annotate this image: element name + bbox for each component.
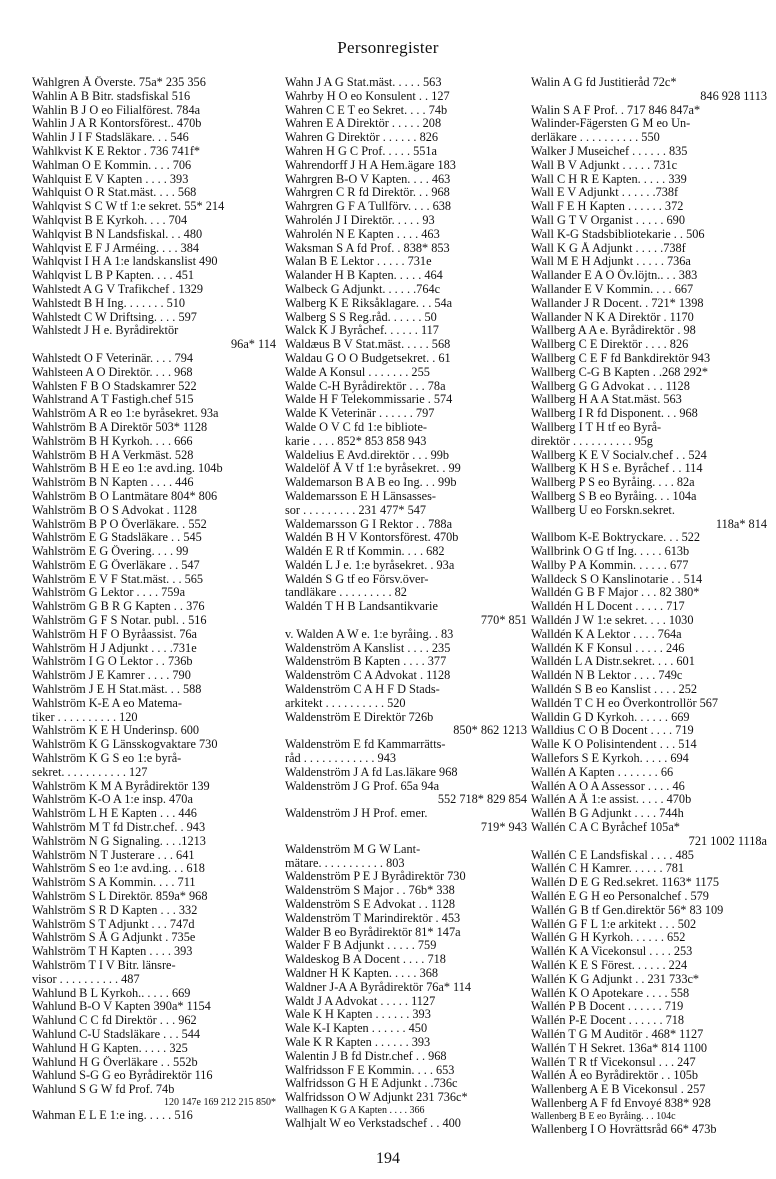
register-entry: Wahlström A R eo 1:e byråsekret. 93a — [32, 407, 219, 421]
register-entry: Walck K J Byråchef. . . . . . 117 — [285, 324, 439, 338]
register-entry: arkitekt . . . . . . . . . . 520 — [285, 696, 406, 710]
register-entry: Wallén A Å 1:e assist. . . . . 470b — [531, 793, 692, 807]
register-entry: Wallén E G H eo Personalchef . 579 — [531, 890, 709, 904]
register-entry: Wallén Å eo Byrådirektör . . 105b — [531, 1069, 699, 1083]
register-entry: Walldén J W 1:e sekret. . . . 1030 — [531, 614, 694, 628]
register-entry: råd . . . . . . . . . . . . 943 — [285, 752, 397, 766]
register-entry: Waksman S A fd Prof. . 838* 853 — [285, 241, 450, 255]
register-entry: Wahlström K E H Underinsp. 600 — [32, 724, 200, 738]
register-entry: Waldenström A Kanslist . . . . 235 — [285, 641, 451, 655]
register-entry: Wahlin J I F Stadsläkare. . . 546 — [32, 131, 189, 145]
register-entry: Wallén T G M Auditör . 468* 1127 — [531, 1027, 704, 1041]
register-entry: Wallén K G Adjunkt . . 231 733c* — [531, 972, 700, 986]
register-entry: Wallén K O Apotekare . . . . 558 — [531, 986, 690, 1000]
register-entry: Wallbom K-E Boktryckare. . . 522 — [531, 531, 701, 545]
register-entry: Wallberg C-G B Kapten . .268 292* — [531, 365, 709, 379]
register-entry: Waldén L J e. 1:e byråsekret. . 93a — [285, 558, 455, 572]
register-entry: Wahlqvist B E Kyrkoh. . . . 704 — [32, 213, 188, 227]
register-entry: Wahlström N T Justerare . . . 641 — [32, 848, 195, 862]
register-entry-continuation: 846 928 1113 — [700, 89, 767, 103]
register-entry: Waldner H K Kapten. . . . . 368 — [285, 967, 439, 980]
register-entry: Wallenberg B E eo Byråing. . . 104c — [531, 1110, 676, 1122]
register-entry: Wahlström H F O Byråassist. 76a — [32, 627, 198, 641]
register-entry: Walin S A F Prof. . 717 846 847a* — [531, 103, 701, 117]
register-entry: Wall M E H Adjunkt . . . . . 736a — [531, 255, 691, 269]
register-entry-continuation: 118a* 814 — [715, 517, 767, 531]
register-entry: Walle K O Polisintendent . . . 514 — [531, 738, 697, 752]
register-entry: Wahlin B J O eo Filialförest. 784a — [32, 103, 201, 117]
register-entry: Waldenström P E J Byrådirektör 730 — [285, 870, 466, 884]
register-entry: Wahlström E G Övering. . . . 99 — [32, 545, 189, 559]
register-entry: Wall K G Å Adjunkt . . . . .738f — [531, 241, 686, 255]
register-entry-continuation: 552 718* 829 854 — [437, 793, 527, 807]
register-entry: Waldén S G tf eo Försv.över- — [285, 572, 429, 586]
register-entry-continuation: 719* 943 — [480, 821, 527, 835]
register-entry: Walldén K A Lektor . . . . 764a — [531, 627, 682, 641]
register-entry: Wahlström L H E Kapten . . . 446 — [32, 807, 197, 821]
register-entry: Wallén P-E Docent . . . . . . 718 — [531, 1014, 685, 1028]
register-entry: Wallhagen K G A Kapten . . . . 366 — [285, 1104, 425, 1116]
register-entry: sekret. . . . . . . . . . . 127 — [32, 765, 148, 779]
register-entry: Wallén P B Docent . . . . . . 719 — [531, 1000, 684, 1014]
register-entry: Wallenberg I O Hovrättsråd 66* 473b — [531, 1122, 717, 1136]
register-entry: Waldenström J H Prof. emer. — [285, 807, 428, 821]
register-entry-continuation: 120 147e 169 212 215 850* — [164, 1096, 276, 1108]
register-entry: Wahlman O E Kommin. . . . 706 — [32, 158, 192, 172]
register-entry: Wahrolén J I Direktör. . . . . 93 — [285, 213, 435, 227]
register-entry: Wallenberg A F fd Envoyé 838* 928 — [531, 1096, 711, 1110]
register-entry: Waldenström J A fd Las.läkare 968 — [285, 765, 458, 779]
register-entry: Wallén G F L 1:e arkitekt . . . 502 — [531, 917, 697, 931]
register-entry: Walbeck G Adjunkt. . . . . .764c — [285, 282, 441, 296]
register-entry: Walker J Museichef . . . . . . 835 — [531, 144, 688, 158]
register-entry: Walberg K E Riksåklagare. . . 54a — [285, 296, 453, 310]
register-entry: Wahlström K-E A eo Matema- — [32, 696, 182, 710]
register-entry: Wallberg U eo Forskn.sekret. — [531, 503, 675, 517]
register-entry: Walldén S B eo Kanslist . . . . 252 — [531, 683, 698, 697]
register-entry: Waldelius E Avd.direktör . . . 99b — [285, 448, 450, 462]
register-entry: Wahlström B A Direktör 503* 1128 — [32, 420, 208, 434]
register-entry: Walde A Konsul . . . . . . . 255 — [285, 365, 430, 379]
register-entry: Wahrendorff J H A Hem.ägare 183 — [285, 158, 456, 172]
register-entry: Wallbrink O G tf Ing. . . . . 613b — [531, 545, 690, 559]
register-entry: Wall F E H Kapten . . . . . . 372 — [531, 200, 684, 214]
register-entry: Waldenström T Marindirektör . 453 — [285, 911, 461, 925]
register-entry: Wahlström B H A Verkmäst. 528 — [32, 448, 194, 462]
register-entry: Wahlsten F B O Stadskamrer 522 — [32, 379, 197, 393]
register-entry: Wallberg G G Advokat . . . 1128 — [531, 379, 690, 393]
register-entry: Walhjalt W eo Verkstadschef . . 400 — [285, 1116, 461, 1130]
register-entry: Wahlund B L Kyrkoh.. . . . . 669 — [32, 986, 191, 1000]
register-entry: Wahlund S-G G eo Byrådirektör 116 — [32, 1069, 213, 1083]
entry-gap — [285, 835, 527, 843]
register-entry: Wallén K A Vicekonsul . . . . 253 — [531, 945, 693, 959]
register-entry: Waldner J-A A Byrådirektör 76a* 114 — [285, 980, 472, 994]
register-entry: Wall K-G Stadsbibliotekarie . . 506 — [531, 227, 705, 241]
register-entry: Wahlström T H Kapten . . . . 393 — [32, 945, 193, 959]
register-entry: Wahlund C-U Stadsläkare . . . 544 — [32, 1027, 201, 1041]
register-entry: Wahlström B O S Advokat . 1128 — [32, 503, 197, 517]
register-entry: Wahlström E V F Stat.mäst. . . 565 — [32, 572, 204, 586]
register-entry: Wallén G B tf Gen.direktör 56* 83 109 — [531, 903, 724, 917]
register-entry: Wahren H G C Prof. . . . . 551a — [285, 144, 438, 158]
register-entry: Walldén H L Docent . . . . . 717 — [531, 600, 685, 614]
register-entry: Waldenström M G W Lant- — [285, 842, 421, 856]
register-entry: Wahlkvist K E Rektor . 736 741f* — [32, 144, 201, 158]
register-entry-continuation: 96a* 114 — [231, 338, 276, 352]
register-entry: Wahlstedt C W Driftsing. . . . 597 — [32, 310, 197, 324]
register-entry: Wahrgren G F A Tullförv. . . . 638 — [285, 200, 452, 214]
register-entry: Wahlström G F S Notar. publ. . 516 — [32, 614, 207, 628]
register-entry: v. Walden A W e. 1:e byråing. . 83 — [285, 627, 454, 641]
register-entry: Wahlin J A R Kontorsförest.. 470b — [32, 117, 202, 131]
register-entry: Wallberg K E V Socialv.chef . . 524 — [531, 448, 707, 462]
register-entry: Wallberg K H S e. Byråchef . . 114 — [531, 462, 703, 476]
register-entry: Waldemarson B A B eo Ing. . . 99b — [285, 476, 457, 490]
register-entry: Waldén E R tf Kommin. . . . 682 — [285, 545, 445, 559]
register-entry: Wallefors S E Kyrkoh. . . . . 694 — [531, 752, 689, 766]
register-entry: Walde C-H Byrådirektör . . . 78a — [285, 379, 446, 393]
register-entry: Wahren C E T eo Sekret. . . . 74b — [285, 103, 448, 117]
register-entry: Walander H B Kapten. . . . . 464 — [285, 269, 443, 283]
register-entry: Wahlgren Å Överste. 75a* 235 356 — [32, 76, 206, 89]
register-entry: Wahlstedt A G V Trafikchef . 1329 — [32, 282, 204, 296]
register-entry: Waldenström J G Prof. 65a 94a — [285, 779, 440, 793]
register-entry: Walberg S S Reg.råd. . . . . . 50 — [285, 310, 437, 324]
page-number: 194 — [376, 1150, 400, 1167]
register-entry: Wahlund H G Överläkare . . 552b — [32, 1055, 198, 1069]
register-entry: Wahlström G Lektor . . . . 759a — [32, 586, 186, 600]
register-entry: Wahlström K-O A 1:e insp. 470a — [32, 793, 193, 807]
register-entry-continuation: 850* 862 1213 — [453, 724, 527, 738]
register-entry: Wahlund S G W fd Prof. 74b — [32, 1083, 175, 1097]
register-entry: Walldén N B Lektor . . . . 749c — [531, 669, 683, 683]
register-entry: Wahman E L E 1:e ing. . . . . 516 — [32, 1108, 193, 1122]
register-entry: Wahlin A B Bitr. stadsfiskal 516 — [32, 89, 191, 103]
register-entry: Waldenström E fd Kammarrätts- — [285, 738, 446, 752]
register-entry: Wahrolén N E Kapten . . . . 463 — [285, 227, 440, 241]
register-entry: Waldæus B V Stat.mäst. . . . . 568 — [285, 338, 451, 352]
register-entry: Wahlström N G Signaling. . . .1213 — [32, 834, 206, 848]
register-entry: tiker . . . . . . . . . . 120 — [32, 710, 138, 724]
register-entry: Waldenström C A H F D Stads- — [285, 683, 440, 697]
register-entry: Wahren E A Direktör . . . . . 208 — [285, 117, 442, 131]
register-entry: Waldeskog B A Docent . . . . 718 — [285, 953, 446, 967]
register-column-2 — [285, 76, 527, 1131]
register-entry: Waldenström C A Advokat . 1128 — [285, 669, 451, 683]
register-entry: Walder F B Adjunkt . . . . . 759 — [285, 939, 437, 953]
register-entry: Wahlström S T Adjunkt . . . 747d — [32, 917, 195, 931]
register-entry: Walldén T C H eo Överkontrollör 567 — [531, 696, 719, 710]
register-entry: Wahlström E G Överläkare . . 547 — [32, 558, 200, 572]
register-entry: Waldenström E Direktör 726b — [285, 710, 434, 724]
register-entry: Walfridsson O W Adjunkt 231 736c* — [285, 1091, 468, 1105]
register-entry: Wallén A O A Assessor . . . . 46 — [531, 779, 685, 793]
register-entry: Wallén C A C Byråchef 105a* — [531, 821, 680, 835]
register-entry: Waldenström B Kapten . . . . 377 — [285, 655, 447, 669]
register-entry: Wallén C H Kamrer. . . . . . 781 — [531, 862, 685, 876]
register-entry: Walde H F Telekommissarie . 574 — [285, 393, 453, 407]
register-entry: Wahlström S A Kommin. . . . 711 — [32, 876, 196, 890]
register-entry: Waldemarsson G I Rektor . . 788a — [285, 517, 453, 531]
register-entry: Wallberg S B eo Byråing. . . 104a — [531, 489, 697, 503]
register-entry: Wahlström J E H Stat.mäst. . . 588 — [32, 683, 202, 697]
register-entry: Wahlund H G Kapten. . . . . 325 — [32, 1041, 188, 1055]
register-entry: Wallberg I R fd Disponent. . . 968 — [531, 407, 698, 421]
register-entry: Wale K R Kapten . . . . . . 393 — [285, 1035, 431, 1049]
register-entry: Walldén L A Distr.sekret. . . . 601 — [531, 655, 695, 669]
register-entry: Waldau G O O Budgetsekret. . 61 — [285, 351, 451, 365]
register-entry: Wahlström K M A Byrådirektör 139 — [32, 779, 210, 793]
register-entry: Wallén A Kapten . . . . . . . 66 — [531, 765, 674, 779]
register-entry: Wallberg H A A Stat.mäst. 563 — [531, 393, 682, 407]
register-entry: Wale K H Kapten . . . . . . 393 — [285, 1008, 431, 1022]
register-entry: Wahlstrand A T Fastigh.chef 515 — [32, 393, 194, 407]
register-entry: Wahrgren C R fd Direktör. . . 968 — [285, 186, 450, 200]
register-entry: Wahlström H J Adjunkt . . . .731e — [32, 641, 197, 655]
register-entry: Waldemarsson E H Länsasses- — [285, 489, 436, 503]
register-entry: Wahlqvist E F J Arméing. . . . 384 — [32, 241, 200, 255]
register-entry: mätare. . . . . . . . . . . 803 — [285, 856, 405, 870]
register-entry: Wallberg C E F fd Bankdirektör 943 — [531, 351, 711, 365]
register-entry: sor . . . . . . . . . 231 477* 547 — [285, 503, 427, 517]
register-entry: Wahlström S eo 1:e avd.ing. . . 618 — [32, 862, 205, 876]
register-entry: Wahlström S R D Kapten . . . 332 — [32, 903, 198, 917]
register-entry: Walan B E Lektor . . . . . 731e — [285, 255, 432, 269]
register-entry: Wahlström I G O Lektor . . 736b — [32, 655, 193, 669]
register-entry: Wahlström K G Länsskogvaktare 730 — [32, 738, 218, 752]
register-entry: derläkare . . . . . . . . . . 550 — [531, 131, 660, 145]
register-entry: Waldén B H V Kontorsförest. 470b — [285, 531, 459, 545]
register-entry: Walldén G B F Major . . . 82 380* — [531, 586, 700, 600]
register-entry: Walin A G fd Justitieråd 72c* — [531, 76, 677, 89]
register-entry: Wahlqvist L B P Kapten. . . . 451 — [32, 269, 195, 283]
register-entry: Wahlström B H E eo 1:e avd.ing. 104b — [32, 462, 223, 476]
register-entry: Wallén G H Kyrkoh. . . . . . 652 — [531, 931, 686, 945]
register-entry: Wahlström E G Stadsläkare . . 545 — [32, 531, 202, 545]
register-entry: Wallander E V Kommin. . . . 667 — [531, 282, 694, 296]
page-header: Personregister — [337, 38, 439, 57]
register-entry: Wahlstedt O F Veterinär. . . . 794 — [32, 351, 194, 365]
register-entry: Wahlström B N Kapten . . . . 446 — [32, 476, 194, 490]
register-entry: karie . . . . 852* 853 858 943 — [285, 434, 427, 448]
register-entry: Wall E V Adjunkt . . . . . .738f — [531, 186, 679, 200]
register-entry-continuation: 770* 851 — [480, 614, 527, 628]
register-entry: Walinder-Fägersten G M eo Un- — [531, 117, 691, 131]
register-entry-continuation: 721 1002 1118a — [688, 834, 767, 848]
register-entry: Wahren G Direktör . . . . . . 826 — [285, 131, 439, 145]
register-entry: Wahlström J E Kamrer . . . . 790 — [32, 669, 191, 683]
register-entry: Wahlström B O Lantmätare 804* 806 — [32, 489, 218, 503]
register-entry: Waldén T H B Landsantikvarie — [285, 600, 438, 614]
register-entry: Wall C H R E Kapten. . . . . 339 — [531, 172, 687, 186]
register-entry: Wahlqvist S C W tf 1:e sekret. 55* 214 — [32, 200, 225, 214]
register-entry: Wahlström G B R G Kapten . . 376 — [32, 600, 205, 614]
register-entry: Wallberg I T H tf eo Byrå- — [531, 420, 662, 434]
register-entry: Wahlund B-O V Kapten 390a* 1154 — [32, 1000, 211, 1014]
register-entry: Wallén B G Adjunkt . . . . 744h — [531, 807, 684, 821]
register-entry: Wallander J R Docent. . 721* 1398 — [531, 296, 704, 310]
register-entry: Wahlqvist B N Landsfiskal. . . 480 — [32, 227, 203, 241]
register-entry: Wahlström S L Direktör. 859a* 968 — [32, 890, 208, 904]
register-entry: Wahlström T I V Bitr. länsre- — [32, 959, 176, 972]
register-entry: Wahlquist E V Kapten . . . . 393 — [32, 172, 189, 186]
register-entry: Waldelöf Å V tf 1:e byråsekret. . 99 — [285, 462, 461, 476]
register-entry: Waldt J A Advokat . . . . . 1127 — [285, 994, 436, 1008]
register-entry: Walldius C O B Docent . . . . 719 — [531, 724, 694, 738]
register-entry: Wahlquist O R Stat.mäst. . . . 568 — [32, 186, 197, 200]
register-entry: Walentin J B fd Distr.chef . . 968 — [285, 1049, 447, 1063]
register-entry: Wallén C E Landsfiskal . . . . 485 — [531, 848, 694, 862]
register-entry: Wallberg A A e. Byrådirektör . 98 — [531, 324, 696, 338]
register-entry: Wahlsteen A O Direktör. . . . 968 — [32, 365, 193, 379]
register-column-1 — [32, 76, 276, 1123]
register-entry: Walldeck S O Kanslinotarie . . 514 — [531, 572, 703, 586]
register-column-3 — [531, 76, 767, 1137]
register-entry: Wahlstedt J H e. Byrådirektör — [32, 324, 179, 338]
register-entry: Wallander N K A Direktör . 1170 — [531, 310, 694, 324]
register-entry: Wahlqvist I H A 1:e landskanslist 490 — [32, 255, 218, 269]
register-entry: Wallenberg A E B Vicekonsul . 257 — [531, 1083, 706, 1097]
register-entry: Wahlström S Å G Adjunkt . 735e — [32, 931, 196, 945]
register-entry: tandläkare . . . . . . . . . 82 — [285, 586, 407, 600]
register-entry: Walde O V C fd 1:e bibliote- — [285, 420, 427, 434]
register-entry: Waldenström S Major . . 76b* 338 — [285, 884, 455, 898]
register-entry: Wallby P A Kommin. . . . . . 677 — [531, 558, 689, 572]
register-entry: Wallén D E G Red.sekret. 1163* 1175 — [531, 876, 719, 890]
register-entry: Wahrgren B-O V Kapten. . . . 463 — [285, 172, 451, 186]
register-entry: Wahlström M T fd Distr.chef. . 943 — [32, 821, 206, 835]
register-entry: Walder B eo Byrådirektör 81* 147a — [285, 925, 461, 939]
register-entry: Wall G T V Organist . . . . . 690 — [531, 213, 685, 227]
register-entry: visor . . . . . . . . . . 487 — [32, 972, 140, 986]
register-entry: Wahlström K G S eo 1:e byrå- — [32, 752, 182, 766]
register-entry: Walldén K F Konsul . . . . . 246 — [531, 641, 685, 655]
register-entry: Waldenström S E Advokat . . 1128 — [285, 898, 456, 912]
register-entry: Wahrby H O eo Konsulent . . 127 — [285, 89, 450, 103]
register-entry: Walde K Veterinär . . . . . . 797 — [285, 407, 435, 421]
register-entry: Walldin G D Kyrkoh. . . . . . 669 — [531, 710, 690, 724]
register-entry: Wallén T H Sekret. 136a* 814 1100 — [531, 1041, 708, 1055]
register-entry: Wallander E A O Öv.löjtn.. . . 383 — [531, 269, 698, 283]
register-entry: Wahlström B P O Överläkare. . 552 — [32, 517, 207, 531]
register-entry: Walfridsson F E Kommin. . . . 653 — [285, 1063, 455, 1077]
register-entry: Wahlund C C fd Direktör . . . 962 — [32, 1014, 197, 1028]
register-entry: Wall B V Adjunkt . . . . . 731c — [531, 158, 678, 172]
register-entry: Walfridsson G H E Adjunkt . .736c — [285, 1077, 458, 1091]
register-entry: Wahn J A G Stat.mäst. . . . . 563 — [285, 76, 442, 89]
register-entry: direktör . . . . . . . . . . 95g — [531, 434, 653, 448]
register-entry: Wallén T R tf Vicekonsul . . . 247 — [531, 1055, 696, 1069]
register-entry: Wahlstedt B H Ing. . . . . . . 510 — [32, 296, 186, 310]
register-entry: Wallberg P S eo Byråing. . . . 82a — [531, 476, 695, 490]
register-entry: Wahlström B H Kyrkoh. . . . 666 — [32, 434, 193, 448]
register-entry: Wallberg C E Direktör . . . . 826 — [531, 338, 689, 352]
register-entry: Wale K-I Kapten . . . . . . 450 — [285, 1022, 428, 1036]
register-entry: Wallén K E S Förest. . . . . . 224 — [531, 959, 688, 972]
